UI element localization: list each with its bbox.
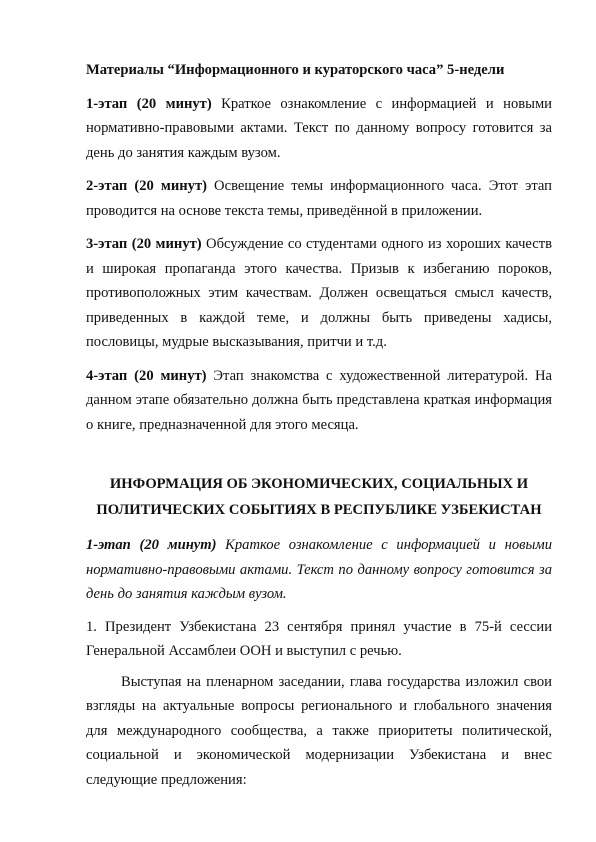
document-heading: Материалы “Информационного и кураторского часа” 5-недели	[86, 62, 505, 78]
news-item-1: 1. Президент Узбекистана 23 сентября принял участие в 75-й сессии Генеральной Ассамблеи ООН и выступил с речью.	[86, 618, 552, 659]
stage-4-label: 4-этап (20 минут)	[86, 367, 207, 384]
stage-4-paragraph	[86, 364, 552, 438]
section-stage-label: 1-этап (20 минут)	[86, 537, 217, 553]
stage-2-text: Освещение темы информационного часа. Этот этап проводится на основе текста темы, приведённой в приложении.	[86, 178, 552, 219]
stage-4-text: Этап знакомства с художественной литературой. На данном этапе обязательно должна быть представлена краткая информация о книге, предназначенной для этого месяца.	[86, 367, 553, 433]
section-title-line-1: ИНФОРМАЦИЯ ОБ ЭКОНОМИЧЕСКИХ, СОЦИАЛЬНЫХ И	[109, 476, 529, 492]
stage-3-paragraph	[86, 232, 552, 355]
stage-2-label: 2-этап (20 минут)	[86, 178, 207, 194]
stage-1-paragraph	[86, 92, 552, 166]
news-paragraph-1: Выступая на пленарном заседании, глава государства изложил свои взгляды на актуальные вопросы регионального и глобального значения для международного сообщества, а также приоритеты политической, социальной и экономической модернизации Узбекистана и внес следующие предложения:	[86, 673, 552, 788]
stage-3-text: Обсуждение со студентами одного из хороших качеств и широкая пропаганда этого качества. Призыв к избеганию пороков, противоположных этим качествам. Должен освещаться смысл качеств, приведенных в каждой теме, и должны быть приведены хадисы, пословицы, мудрые высказывания, притчи и т.д.	[86, 236, 553, 350]
section-stage-text: Краткое ознакомление с информацией и новыми нормативно-правовыми актами. Текст по данному вопросу готовится за день до занятия каждым вузом.	[86, 537, 552, 602]
stage-2-paragraph	[86, 174, 552, 223]
stage-3-label: 3-этап (20 минут)	[86, 236, 202, 252]
section-title	[86, 471, 552, 523]
stage-1-text: Краткое ознакомление с информацией и новыми нормативно-правовыми актами. Текст по данному вопросу готовится за день до занятия каждым вузом.	[86, 95, 552, 161]
section-title-line-2: ПОЛИТИЧЕСКИХ СОБЫТИЯХ В РЕСПУБЛИКЕ УЗБЕКИСТАН	[96, 502, 542, 518]
stage-1-label: 1-этап (20 минут)	[86, 95, 212, 112]
section-stage-paragraph	[86, 533, 552, 607]
